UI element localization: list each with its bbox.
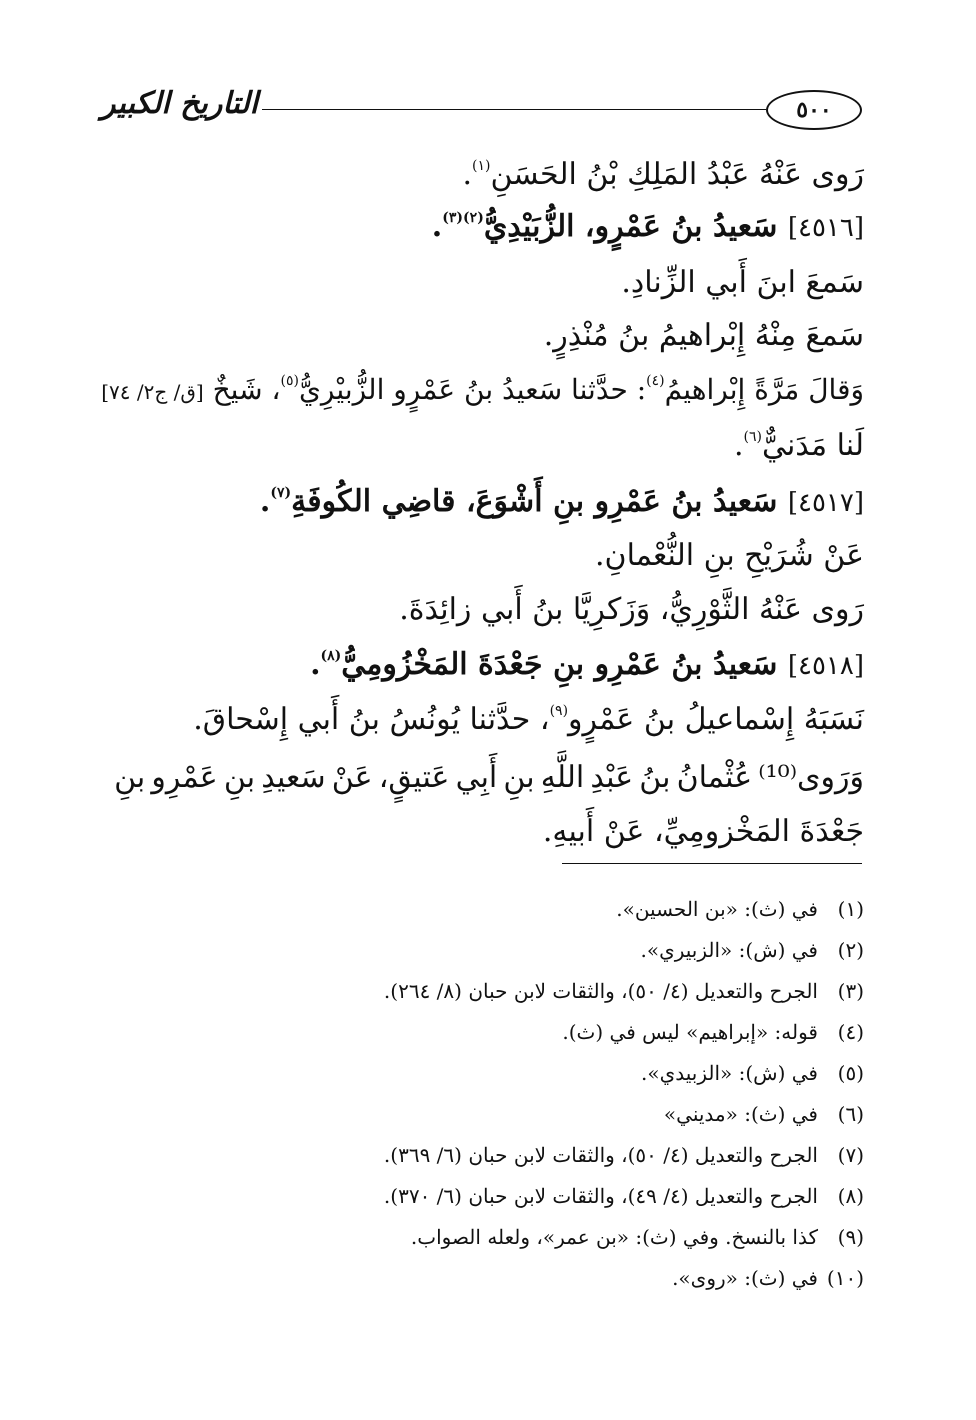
footnote-10 <box>672 1262 864 1294</box>
line-end: . <box>310 647 321 682</box>
footnote-number: (٦) <box>837 1102 864 1126</box>
word: بنِ <box>503 760 535 795</box>
text-line-1 <box>114 155 864 195</box>
footnote-6 <box>664 1098 864 1130</box>
text-line-11 <box>114 700 864 740</box>
entry-number: [٤٥١٦] <box>787 213 864 243</box>
footnote-number: (٥) <box>837 1061 864 1085</box>
footnote-4 <box>562 1016 864 1048</box>
footnote-3 <box>384 975 864 1007</box>
footnote-text: كذا بالنسخ. وفي (ث): «بن عمر»، ولعله الصواب. <box>410 1225 818 1249</box>
word: عَتيقٍ، <box>378 760 450 795</box>
footnote-8 <box>384 1180 864 1212</box>
line-end: . <box>431 209 443 244</box>
word: عَبْدِ <box>590 760 634 795</box>
footnote-number: (١٠) <box>826 1266 864 1290</box>
footnote-ref: (٥) <box>280 373 299 389</box>
footnote-text: في (ش): «الزبيري». <box>640 938 818 962</box>
line-text: ، شَيخٌ <box>212 373 281 406</box>
line-end: . <box>462 157 472 192</box>
header-rule <box>262 109 766 110</box>
manuscript-reference: [ق/ ج٢/ ٧٤] <box>101 380 204 404</box>
word: عَنْ <box>331 760 373 795</box>
word: بنُ <box>639 760 671 795</box>
footnote-text: قوله: «إبراهيم» ليس في (ث). <box>562 1020 818 1044</box>
text-line-9: رَوى عَنْهُ الثَّوْرِيُّ، وَزَكرِيَّا بنُ أَبي زائِدَةَ. <box>399 592 864 627</box>
text-line-3: سَمعَ ابنَ أَبي الزِّنادِ. <box>621 265 864 300</box>
word: بنِ <box>223 760 256 795</box>
footnote-text: الجرح والتعديل (٤/ ٥٠)، والثقات لابن حبان (٨/ ٢٦٤). <box>383 979 818 1003</box>
line-text: ، حدَّثنا يُونُسُ بنُ أَبي إِسْحاقَ. <box>193 702 550 737</box>
line-text: : حدَّثنا سَعيدُ بنُ عَمْرٍو الزُّبيْرِيُّ <box>299 373 647 406</box>
footnote-number: (٩) <box>837 1225 864 1249</box>
footnote-text: في (ث): «روى». <box>672 1266 818 1290</box>
footnote-7 <box>384 1139 864 1171</box>
footnote-number: (٨) <box>837 1184 864 1208</box>
footnote-text: الجرح والتعديل (٤/ ٤٩)، والثقات لابن حبان (٦/ ٣٧٠). <box>383 1184 818 1208</box>
line-text: رَوى عَنْهُ عَبْدُ المَلِكِ بْنُ الحَسَنِ <box>490 157 864 192</box>
text-line-6 <box>114 426 864 466</box>
word: أَبِي <box>455 760 498 795</box>
text-line-5 <box>101 370 864 412</box>
entry-number: [٤٥١٧] <box>787 488 864 518</box>
entry-name: سَعيدُ بنُ عَمْرِو بنِ أَشْوَعَ، قاضِي الكُوفَةِ <box>291 484 778 519</box>
footnote-number: (١) <box>837 897 864 921</box>
entry-4516-heading <box>114 207 864 248</box>
word: بنِ <box>114 760 146 795</box>
footnote-ref: (٢)(٣) <box>442 210 484 226</box>
line-text: نَسَبَهُ إِسْماعيلُ بنُ عَمْرٍو <box>568 702 864 737</box>
book-title: التاريخ الكبير <box>100 86 258 121</box>
text-line-13: جَعْدَةَ المَخْزومِيِّ، عَنْ أَبيهِ. <box>542 814 864 849</box>
footnote-number: (٢) <box>837 938 864 962</box>
footnote-ref: (٧) <box>270 485 292 501</box>
entry-number: [٤٥١٨] <box>787 651 864 681</box>
entry-4517-heading <box>114 482 864 523</box>
footnote-text: في (ث): «مديني» <box>663 1102 818 1126</box>
word: سَعيدِ <box>261 760 326 795</box>
footnote-1 <box>616 893 864 925</box>
footnote-number: (٧) <box>837 1143 864 1167</box>
footnote-number: (٤) <box>837 1020 864 1044</box>
line-end: . <box>733 428 744 463</box>
word: عُثْمانُ <box>676 760 753 795</box>
footnote-ref: (٨) <box>320 648 342 664</box>
text-line-4: سَمعَ مِنْهُ إِبْراهيمُ بنُ مُنْذِرٍ. <box>543 318 864 353</box>
word: اللَّهِ <box>540 760 585 795</box>
footnote-5 <box>641 1057 864 1089</box>
line-text: وَقالَ مَرَّةً إِبْراهيمُ <box>664 373 864 406</box>
entry-name: سَعيدُ بنُ عَمْرِو بنِ جَعْدَةَ المَخْزُومِيُّ <box>341 647 778 682</box>
text-line-8: عَنْ شُرَيْحِ بنِ النُّعْمانِ. <box>595 538 864 573</box>
footnote-ref: (٤) <box>646 373 665 389</box>
page-number: ٥٠٠ <box>766 90 862 130</box>
entry-4518-heading <box>114 645 864 686</box>
word: عَمْرِو <box>151 760 218 795</box>
text-line-12 <box>114 758 864 798</box>
word: وَرَوى⁽¹⁰⁾ <box>758 760 864 795</box>
footnote-text: في (ش): «الزبيدي». <box>641 1061 818 1085</box>
footnote-text: في (ث): «بن الحسين». <box>616 897 818 921</box>
line-end: . <box>259 484 271 519</box>
running-header <box>100 82 862 138</box>
footnote-ref: (١) <box>471 158 491 174</box>
footnote-ref: (٩) <box>549 703 569 719</box>
footnote-9 <box>411 1221 864 1253</box>
footnote-separator <box>562 863 862 864</box>
footnote-ref: (٦) <box>743 429 762 445</box>
line-text: لَنا مَدَنيٌّ <box>761 428 864 463</box>
footnote-number: (٣) <box>837 979 864 1003</box>
entry-name: سَعيدُ بنُ عَمْرٍو، الزُّبَيْدِيُّ <box>483 209 778 244</box>
footnote-2 <box>640 934 864 966</box>
footnote-text: الجرح والتعديل (٤/ ٥٠)، والثقات لابن حبان (٦/ ٣٦٩). <box>383 1143 818 1167</box>
